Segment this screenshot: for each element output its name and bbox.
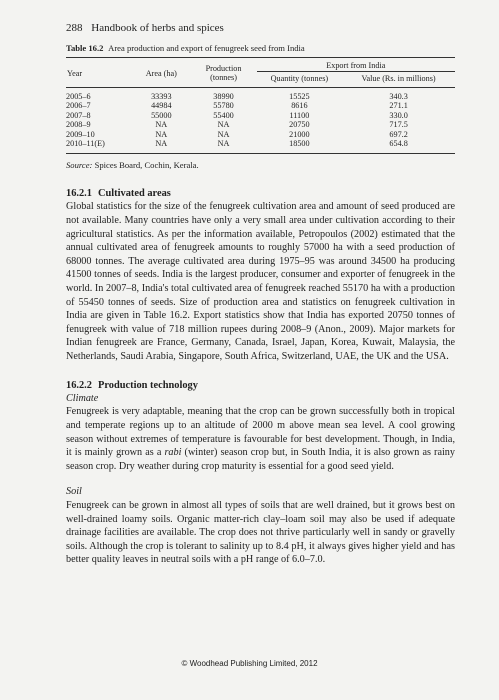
cell-production: NA [217,120,230,130]
section-number: 16.2.2 [66,379,92,391]
col-header-production-line2: (tonnes) [210,73,237,83]
running-head [66,22,455,34]
cell-area: 55000 [151,110,172,120]
table-row [66,130,455,139]
book-title: Handbook of herbs and spices [91,22,224,34]
cell-value: 717.5 [389,120,408,130]
page-number: 288 [66,22,83,34]
col-header-production [190,58,256,88]
col-header-production-line1: Production [205,64,242,73]
cell-area: 33393 [132,87,190,101]
copyright-footer: © Woodhead Publishing Limited, 2012 [181,659,318,668]
table-row [66,87,455,101]
col-header-export-group: Export from India [257,58,455,72]
cell-quantity: 8616 [291,101,308,111]
table-label: Table 16.2 [66,43,104,53]
cell-area: NA [132,139,190,154]
section-title: Cultivated areas [97,188,171,200]
table-row [66,139,455,154]
cell-area: NA [155,129,168,139]
cell-quantity: 18500 [257,139,343,154]
cell-quantity: 11100 [289,110,310,120]
cell-year: 2010–11(E) [66,139,132,154]
section-heading-cultivated-areas [66,188,455,199]
cell-production: 55400 [213,110,234,120]
col-header-area: Area (ha) [132,58,190,88]
cell-year: 2007–8 [66,110,91,120]
climate-text-end: (winter) season crop but, in South India, it is also grown as rainy season crop. Dry weather during crop maturity is essential for a good seed yield. [66,447,455,472]
cell-value: 271.1 [389,101,408,111]
table-row [66,120,455,129]
cell-year: 2005–6 [66,87,132,101]
cell-area: NA [155,120,168,130]
cell-quantity: 20750 [289,120,310,130]
table-header-row [66,58,455,72]
table-body [66,87,455,154]
production-export-table [66,57,455,154]
col-header-quantity: Quantity (tonnes) [257,72,343,87]
cell-area: 44984 [151,101,172,111]
section-number: 16.2.1 [66,188,92,200]
cell-year: 2006–7 [66,101,91,111]
cultivated-areas-paragraph: Global statistics for the size of the fenugreek cultivation area and amount of seed produced are not available. Many countries have only a very small area under cultivation according to their agricultural statistics. As per the information available, Petropoulos (2002) estimated that the annual cultivated area of fenugreek amounts to roughly 57000 ha with a seed production of 68000 tonnes. The average cultivated area during 1975–95 was around 34500 ha producing 41500 tonnes of seeds. India is the largest producer, consumer and exporter of fenugreek in the world. In 2007–8, India's total cultivated area of fenugreek reached 55170 ha with a production of 55450 tonnes of seeds. Size of production area and statistics on fenugreek cultivation in India are given in Table 16.2. Export statistics show that India has exported 20750 tonnes of fenugreek with value of 718 million rupees during 2008–9 (Anon., 2009). Major markets for Indian fenugreek are France, Germany, Canada, Israel, Japan, Korea, Kuwait, Malaysia, the Netherlands, Saudi Arabia, Singapore, South Africa, Switzerland, UAE, the UK and the USA. [66,201,455,363]
cell-value: 340.3 [342,87,455,101]
table-source [66,160,455,170]
subheading-soil: Soil [66,486,82,498]
table-row [66,111,455,120]
cell-production: NA [217,129,230,139]
climate-text-start: Fenugreek is very adaptable, meaning that the crop can be grown successfully both in tropical and temperate regions up to an altitude of 2000 m above mean sea level. A cool growing season without extremes of temperature is favourable for best development. Though, in India, it is mainly grown as a [66,406,455,459]
cell-quantity: 15525 [257,87,343,101]
cell-production: 55780 [213,101,234,111]
source-label: Source: [66,160,93,171]
cell-value: 697.2 [389,129,408,139]
cell-year: 2009–10 [66,129,95,139]
subheading-climate: Climate [66,392,99,404]
cell-value: 330.0 [389,110,408,120]
climate-paragraph [66,405,455,473]
table-row [66,101,455,110]
cell-production: NA [190,139,256,154]
table-caption-text: Area production and export of fenugreek seed from India [108,43,305,53]
col-header-year: Year [66,58,132,88]
cell-year: 2008–9 [66,120,91,130]
source-text: Spices Board, Cochin, Kerala. [94,160,199,171]
section-heading-production-technology [66,380,455,391]
soil-paragraph: Fenugreek can be grown in almost all types of soils that are well drained, but it grows best on well-drained loamy soils. Organic matter-rich clay–loam soil may also be used if adequate drainage facilities are available. The crop does not thrive particularly well in sandy or gravelly soils. Although the crop is tolerant to salinity up to 8.4 pH, it always gives higher yield and has better quality leaves in neutral soils with a pH range of 6.0–7.0. [66,499,455,566]
table-caption [66,43,455,53]
col-header-value: Value (Rs. in millions) [342,72,455,87]
cell-quantity: 21000 [289,129,310,139]
section-title: Production technology [97,379,198,391]
cell-production: 38990 [190,87,256,101]
climate-rabi-term: rabi [164,447,182,459]
cell-value: 654.8 [342,139,455,154]
